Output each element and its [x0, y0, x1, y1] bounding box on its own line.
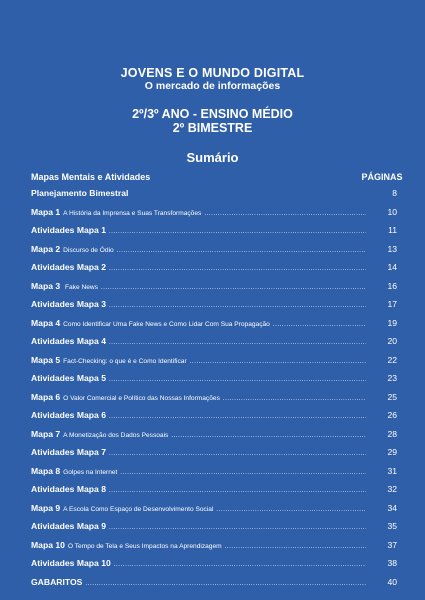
- toc-entry-description: Como Identificar Uma Fake News e Como Lidar Com Sua Propagação: [63, 320, 270, 328]
- toc-entry-label: Mapa 7: [31, 428, 61, 439]
- dot-leader: [109, 445, 366, 464]
- toc-entry[interactable]: [31, 480, 403, 499]
- dot-leader: [273, 316, 366, 335]
- toc-entry-label: Atividades Mapa 1: [31, 225, 106, 235]
- toc-entry[interactable]: [31, 314, 403, 333]
- toc-entry-description: Fake News: [63, 283, 98, 291]
- toc-entry-page: 37: [387, 539, 397, 550]
- toc-entry-title: [31, 406, 106, 425]
- toc-entry[interactable]: [31, 184, 403, 203]
- toc-entry-label: Atividades Mapa 2: [31, 262, 106, 272]
- toc-entry-title: [31, 277, 98, 298]
- toc-entry-description: O Tempo de Tela e Seus Impactos na Aprendizagem: [67, 542, 222, 550]
- toc-entry-title: [31, 462, 117, 483]
- toc-pages-label: PÁGINAS: [361, 172, 403, 182]
- toc-entry[interactable]: [31, 295, 403, 314]
- toc-entry-title: [31, 369, 106, 388]
- toc-entry[interactable]: [31, 351, 403, 370]
- toc-entry-page: 16: [387, 280, 397, 291]
- toc-entry[interactable]: [31, 258, 403, 277]
- toc-entry-title: [31, 536, 222, 557]
- toc-entry-label: Planejamento Bimestral: [31, 188, 129, 198]
- dot-leader: [204, 205, 366, 224]
- toc-entry-description: Fact-Checking: o que é e Como Identificar: [63, 357, 187, 365]
- toc-entry[interactable]: [31, 332, 403, 351]
- term-label: 2º BIMESTRE: [172, 121, 253, 135]
- toc-entry-title: [31, 258, 106, 277]
- dot-leader: [171, 427, 366, 446]
- toc-entry-label: Atividades Mapa 6: [31, 410, 106, 420]
- toc-entry-page: 14: [387, 262, 397, 272]
- toc-entry[interactable]: [31, 369, 403, 388]
- toc-entry-label: Mapa 9: [31, 502, 61, 513]
- toc-entry-title: [31, 203, 201, 224]
- toc-entry-label: Mapa 3: [31, 280, 61, 291]
- toc-entry-page: 29: [387, 447, 397, 457]
- toc-entry-title: [31, 443, 106, 462]
- toc-entry[interactable]: [31, 554, 403, 573]
- toc-entry[interactable]: [31, 221, 403, 240]
- dot-leader: [109, 223, 366, 242]
- toc-entry-page: 28: [387, 428, 397, 439]
- document-header: [0, 66, 425, 135]
- toc-entry[interactable]: [31, 406, 403, 425]
- toc-entry-label: Atividades Mapa 3: [31, 299, 106, 309]
- summary-heading: Sumário: [186, 150, 239, 165]
- toc-entry-label: Mapa 2: [31, 243, 61, 254]
- toc-entry-title: [31, 221, 106, 240]
- toc-entry[interactable]: [31, 573, 403, 592]
- toc-entry-page: 19: [387, 317, 397, 328]
- dot-leader: [117, 242, 366, 261]
- toc-entry-page: 17: [387, 299, 397, 309]
- toc-entry-label: Mapa 1: [31, 206, 61, 217]
- toc-entry-label: Mapa 4: [31, 317, 61, 328]
- toc-entry-page: 23: [387, 373, 397, 383]
- dot-leader: [223, 390, 366, 409]
- toc-entry[interactable]: [31, 277, 403, 296]
- toc-entry[interactable]: [31, 203, 403, 222]
- toc-entry-title: [31, 554, 111, 573]
- toc-entry-page: 8: [392, 188, 397, 198]
- dot-leader: [120, 464, 366, 483]
- toc-entry-label: Atividades Mapa 9: [31, 521, 106, 531]
- toc-entry-title: [31, 240, 114, 261]
- table-of-contents: [31, 170, 403, 591]
- toc-entry-page: 38: [387, 558, 397, 568]
- toc-entry-title: [31, 388, 220, 409]
- dot-leader: [109, 260, 366, 279]
- toc-entry-title: [31, 351, 187, 372]
- toc-entry-label: Atividades Mapa 10: [31, 558, 111, 568]
- dot-leader: [85, 575, 366, 594]
- document-subtitle: O mercado de informações: [144, 80, 281, 92]
- toc-entry-label: GABARITOS: [31, 576, 83, 587]
- toc-entry-title: [31, 295, 106, 314]
- toc-entry-label: Atividades Mapa 4: [31, 336, 106, 346]
- toc-entry-label: Mapa 8: [31, 465, 61, 476]
- toc-entry-page: 11: [388, 225, 397, 235]
- toc-entry-title: [31, 184, 128, 203]
- toc-entry-page: 13: [387, 243, 397, 254]
- toc-entry[interactable]: [31, 517, 403, 536]
- toc-entry-label: Mapa 10: [31, 539, 65, 550]
- dot-leader: [190, 353, 366, 372]
- toc-entry-description: A Escola Como Espaço de Desenvolvimento Social: [63, 505, 214, 513]
- toc-entry-page: 32: [387, 484, 397, 494]
- toc-entry[interactable]: [31, 240, 403, 259]
- toc-entry-description: A Monetização dos Dados Pessoais: [63, 431, 169, 439]
- toc-entry-description: O Valor Comercial e Político das Nossas Informações: [63, 394, 220, 402]
- toc-entry[interactable]: [31, 388, 403, 407]
- toc-entry[interactable]: [31, 443, 403, 462]
- toc-entry-title: [31, 499, 213, 520]
- toc-entry-page: 26: [387, 410, 397, 420]
- toc-header: [31, 170, 403, 184]
- toc-entry-page: 40: [387, 576, 397, 587]
- toc-entry-title: [31, 425, 168, 446]
- toc-entry-label: Atividades Mapa 7: [31, 447, 106, 457]
- toc-entry-title: [31, 573, 82, 592]
- toc-entry-label: Mapa 6: [31, 391, 61, 402]
- toc-entry-title: [31, 314, 270, 335]
- toc-entry-title: [31, 480, 106, 499]
- toc-entry-page: 31: [387, 465, 397, 476]
- toc-entry[interactable]: [31, 462, 403, 481]
- toc-entry-page: 20: [387, 336, 397, 346]
- toc-entry-title: [31, 517, 106, 536]
- toc-entry-description: Discurso de Ódio: [63, 246, 114, 254]
- toc-entry-description: A História da Imprensa e Suas Transformações: [63, 209, 202, 217]
- toc-entry-page: 22: [387, 354, 397, 365]
- dot-leader: [114, 556, 366, 575]
- toc-entry-label: Atividades Mapa 8: [31, 484, 106, 494]
- grade-level: 2º/3º ANO - ENSINO MÉDIO: [132, 107, 293, 121]
- document-title: JOVENS E O MUNDO DIGITAL: [120, 66, 305, 80]
- toc-entry-label: Atividades Mapa 5: [31, 373, 106, 383]
- toc-entry-page: 25: [387, 391, 397, 402]
- toc-entry-page: 35: [387, 521, 397, 531]
- toc-entry-label: Mapa 5: [31, 354, 61, 365]
- toc-entry[interactable]: [31, 499, 403, 518]
- toc-section-label: Mapas Mentais e Atividades: [31, 172, 151, 182]
- toc-entry-title: [31, 332, 106, 351]
- toc-entry-description: Golpes na Internet: [63, 468, 118, 476]
- dot-leader: [101, 279, 366, 298]
- toc-entry[interactable]: [31, 425, 403, 444]
- dot-leader: [216, 501, 366, 520]
- toc-entry-page: 34: [387, 502, 397, 513]
- toc-entries: [31, 184, 403, 591]
- toc-entry[interactable]: [31, 536, 403, 555]
- dot-leader: [225, 538, 366, 557]
- toc-entry-page: 10: [387, 206, 397, 217]
